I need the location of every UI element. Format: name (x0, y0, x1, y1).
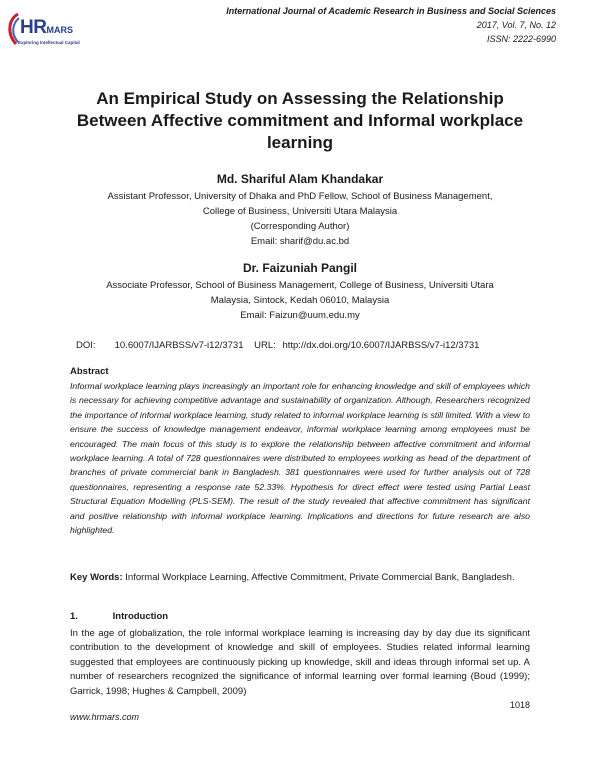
title-line: An Empirical Study on Assessing the Relationship (96, 89, 504, 108)
doi-label: DOI: (76, 340, 96, 351)
journal-name: International Journal of Academic Research in Business and Social Sciences (226, 6, 556, 16)
doi-line (76, 340, 479, 351)
abstract-text: Informal workplace learning plays increasingly an important role for enhancing knowledge and skill of employees which is necessary for achieving competitive advantage and sustainability of organization. Although, Researchers recognized the importance of informal workplace learning, study related to informal workplace learning is still limited. With a view to ensure the success of knowledge management endeavor, informal workplace learning among employees must be encouraged. The main focus of this study is to explore the relationship between affective commitment and informal workplace learning. A total of 728 questionnaires were distributed to employees working as head of the department of branches of private commercial bank in Bangladesh. 381 questionnaires were used for further analysis out of 728 questionnaires, representing a response rate 52.33%. Hypothesis for direct effect were tested using Partial Least Structural Equation Modelling (PLS-SEM). The result of the study revealed that affective commitment has significant and positive relationship with informal workplace learning. Implications and directions for future research are also highlighted. (70, 381, 530, 536)
paper-title (60, 88, 540, 154)
affiliation-line: Assistant Professor, University of Dhaka and PhD Fellow, School of Business Management, (107, 191, 493, 202)
title-line: learning (266, 133, 334, 152)
author2-name: Dr. Faizuniah Pangil (242, 261, 358, 275)
author1-name: Md. Shariful Alam Khandakar (216, 172, 384, 186)
footer-website[interactable]: www.hrmars.com (70, 712, 140, 722)
keywords-text: Informal Workplace Learning, Affective Commitment, Private Commercial Bank, Bangladesh. (125, 572, 515, 583)
author1-affiliation (60, 189, 540, 249)
journal-header (226, 4, 556, 46)
logo-brand: HRMARS (20, 17, 73, 38)
journal-issn: ISSN: 2222-6990 (486, 34, 556, 44)
introduction-text: In the age of globalization, the role informal workplace learning is increasing day by day due its significant contribution to the development of knowledge and skill of employees. Studies related informal learning suggested that employees are continuously picking up knowledge, skill and ideas through informal set up. A number of researchers recognized the significance of informal learning over formal learning (Boud (1999); Garrick, 1998; Hughes & Campbell, 2009) (70, 628, 530, 697)
author1-email: Email: sharif@du.ac.bd (250, 236, 350, 247)
keywords-label: Key Words: (70, 572, 123, 583)
affiliation-line: Associate Professor, School of Business Management, College of Business, Universiti Utara (106, 280, 494, 291)
affiliation-line: College of Business, Universiti Utara Malaysia (202, 206, 398, 217)
title-line: Between Affective commitment and Informal workplace (76, 111, 524, 130)
author2-affiliation (60, 278, 540, 323)
page-number: 1018 (509, 700, 530, 710)
doi-value[interactable]: 10.6007/IJARBSS/v7-i12/3731 (114, 340, 244, 351)
affiliation-line: Malaysia, Sintock, Kedah 06010, Malaysia (210, 295, 390, 306)
author2-email: Email: Faizun@uum.edu.my (240, 310, 360, 321)
introduction-heading (70, 611, 168, 622)
url-link[interactable]: http://dx.doi.org/10.6007/IJARBSS/v7-i12/3731 (282, 340, 480, 351)
keywords (70, 570, 530, 585)
logo-tagline: Exploring Intellectual Capital (18, 40, 80, 45)
journal-volume: 2017, Vol. 7, No. 12 (476, 20, 556, 30)
section-number: 1. (70, 611, 78, 622)
section-title: Introduction (112, 611, 169, 622)
url-label: URL: (254, 340, 276, 351)
abstract-heading: Abstract (70, 366, 109, 377)
affiliation-line: (Corresponding Author) (250, 221, 350, 232)
hrmars-logo (6, 12, 106, 48)
